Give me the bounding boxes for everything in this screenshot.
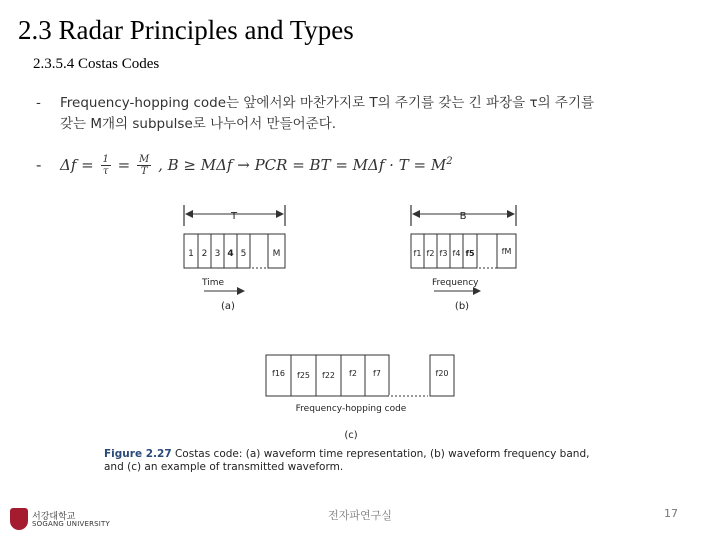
logo-english-text: SOGANG UNIVERSITY xyxy=(32,520,111,528)
cell-label: f22 xyxy=(322,371,335,380)
panel-a-time-representation xyxy=(184,205,285,312)
cell-label: 2 xyxy=(201,249,208,259)
bullet-dash: - xyxy=(36,156,42,174)
fraction-denominator: T xyxy=(140,166,148,177)
panel-label-c: (c) xyxy=(344,430,358,441)
cell-label: 1 xyxy=(188,249,194,259)
cell-label: f16 xyxy=(272,369,285,378)
panel-b-frequency-band xyxy=(411,205,516,312)
slide-title: 2.3 Radar Principles and Types xyxy=(18,15,354,45)
panel-label-b: (b) xyxy=(454,301,470,312)
dim-label-t: T xyxy=(230,211,238,222)
axis-label-frequency: Frequency xyxy=(432,278,479,288)
cell-label: fM xyxy=(501,247,512,256)
cell-label: M xyxy=(272,249,281,259)
cell-label: 4 xyxy=(227,249,234,259)
equation-equals: = xyxy=(117,156,131,174)
cell-label: f4 xyxy=(452,249,461,258)
caption-label: Figure 2.27 xyxy=(104,448,172,460)
cell-label: f2 xyxy=(426,249,435,258)
figure-caption xyxy=(104,448,604,474)
cell-label: f1 xyxy=(413,249,422,258)
cell-label: 5 xyxy=(240,249,247,259)
bullet-dash: - xyxy=(36,95,41,111)
caption-text: Costas code: (a) waveform time representation, (b) waveform frequency band, and (c) an example of transmitted waveform. xyxy=(104,448,590,473)
footer-lab-name: 전자파연구실 xyxy=(328,509,392,522)
logo-korean-text: 서강대학교 xyxy=(32,512,76,522)
equation-delta-f: Δf = xyxy=(60,156,94,174)
fraction-numerator: M xyxy=(139,154,150,165)
bullet-1-line-1: Frequency-hopping code는 앞에서와 마찬가지로 T의 주기를 갖는 긴 파장을 τ의 주기를 xyxy=(60,95,595,111)
fraction-numerator: 1 xyxy=(102,154,109,165)
equation-pcr: , B ≥ MΔf → PCR = BT = MΔf · T = M xyxy=(158,156,447,174)
cell-label: f5 xyxy=(465,249,475,258)
cell-label: f20 xyxy=(435,369,449,378)
cell-label: f7 xyxy=(373,369,381,378)
dim-label-b: B xyxy=(459,211,467,222)
panel-c-transmitted-waveform xyxy=(266,355,454,441)
axis-label-time: Time xyxy=(202,278,225,288)
cell-label: 3 xyxy=(214,249,221,259)
panel-label-a: (a) xyxy=(221,301,235,312)
fraction-denominator: τ xyxy=(102,166,109,177)
equation-exponent: 2 xyxy=(446,156,453,167)
cell-label: f25 xyxy=(297,371,310,380)
cell-label: f3 xyxy=(439,249,448,258)
axis-label-hopping-code: Frequency-hopping code xyxy=(295,404,407,414)
cell-label: f2 xyxy=(349,369,357,378)
bullet-1-line-2: 갖는 M개의 subpulse로 나누어서 만들어준다. xyxy=(60,116,337,132)
section-subtitle: 2.3.5.4 Costas Codes xyxy=(33,56,160,72)
page-number: 17 xyxy=(664,507,678,520)
